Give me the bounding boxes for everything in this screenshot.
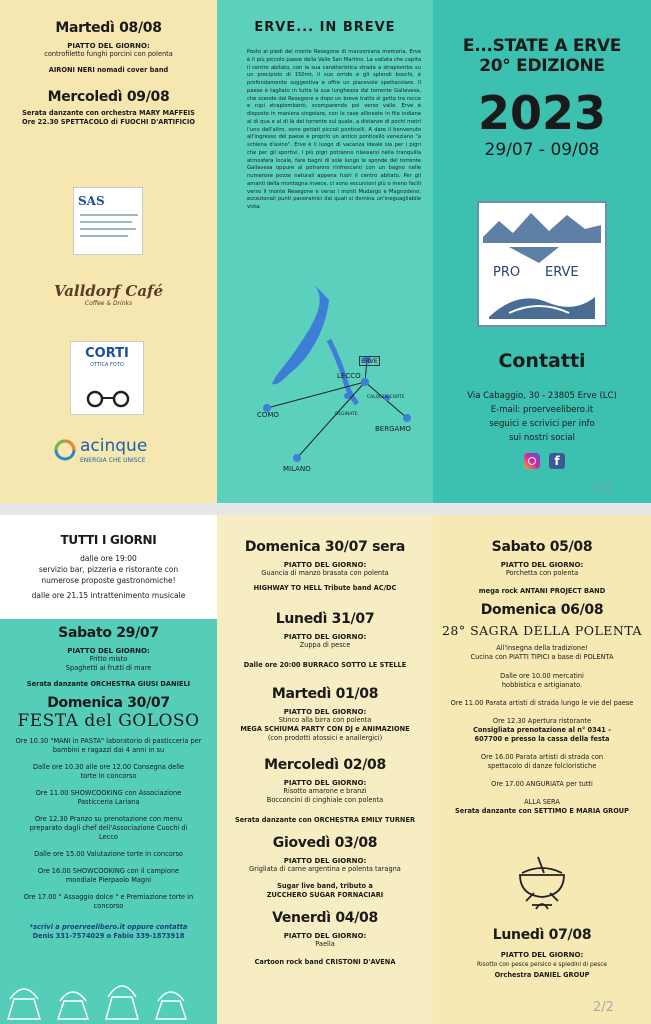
extra-text: Orchestra DANIEL GROUP [494, 971, 590, 979]
event-title: Mercoledì 02/08 [264, 757, 386, 773]
festa-item: Ore 11.00 SHOWCOOKING con Associazione Pasticceria Lariana [35, 789, 182, 806]
piatto-label: PIATTO DEL GIORNO: [67, 42, 150, 50]
piatto-text: controfiletto funghi porcini con polenta [44, 50, 173, 58]
event-line: Serata danzante con orchestra MARY MAFFEIS [22, 109, 195, 117]
piatto-text: Grigliata di carne argentina e polenta taragna [249, 865, 401, 873]
contact-note: Denis 331-7574029 o Fabio 339-1873918 [32, 932, 185, 940]
event-title: Domenica 06/08 [480, 602, 604, 618]
contatti-title: Contatti [498, 350, 586, 372]
text-line-decor [80, 221, 132, 223]
sagra-item: Serata danzante con SETTIMO E MARIA GROUP [454, 807, 629, 815]
map-label-lecco: LECCO [337, 372, 361, 380]
sagra-item: Ore 17.00 ANGURIATA per tutti [491, 780, 593, 788]
piatto-text: Stinco alla birra con polenta [278, 716, 372, 724]
sagra-item: Ore 11.00 Parata artisti di strada lungo le vie del paese [450, 699, 634, 707]
piatto-text: Risotto amarone e branzi [283, 787, 367, 795]
logo-pro-text: PRO [493, 265, 521, 280]
piatto-text: Fritto misto [89, 655, 128, 663]
sagra-item: Ore 12.30 Apertura ristorante [492, 717, 592, 725]
map-label-erve: ERVE [361, 357, 378, 365]
text-line-decor [80, 235, 128, 237]
sagra-item: Ore 16.00 Parata artisti di strada con spettacolo di danze folcloristiche [480, 753, 604, 770]
event-title: Domenica 30/07 [47, 695, 170, 711]
map-label-calolzio: CALOLZIOCORTE [367, 395, 405, 400]
band-text: AIRONI NERI nomadi cover band [48, 66, 169, 74]
extra-text: ZUCCHERO SUGAR FORNACIARI [266, 891, 384, 899]
page-number: 2/2 [593, 1000, 614, 1015]
page2-middle-panel [217, 515, 433, 1024]
event-title: Domenica 30/07 sera [244, 539, 406, 555]
sponsor-sas-logo [73, 187, 143, 255]
text-line-decor [80, 228, 136, 230]
sponsor-valldorf-sub: Coffee & Drinks [84, 300, 133, 307]
piatto-text: Porchetta con polenta [505, 569, 579, 577]
page2-left-panel [0, 515, 217, 1024]
cupcakes-illustration [0, 963, 217, 1024]
text-line-decor [80, 214, 138, 216]
event-title: Venerdì 04/08 [272, 910, 378, 926]
pro-erve-logo [477, 201, 607, 327]
page2-right-panel [433, 515, 651, 1024]
event-line: Ore 22.30 SPETTACOLO di FUOCHI D'ARTIFICIO [22, 118, 195, 126]
event-title: Lunedì 07/08 [492, 927, 592, 943]
festa-title: FESTA del GOLOSO [17, 711, 200, 731]
extra-text: Sugar live band, tributo a [277, 882, 373, 890]
page-number: 1/2 [593, 482, 614, 497]
event-title: Martedì 01/08 [271, 686, 379, 702]
map-label-olginate: OLGINATE [335, 412, 358, 417]
sagra-item: Dalle ore 10.00 mercatini hobbistica e artigianato. [500, 672, 584, 689]
map-label-como: COMO [257, 411, 279, 419]
map-label-bergamo: BERGAMO [375, 425, 411, 433]
piatto-text: Guancia di manzo brasata con polenta [261, 569, 389, 577]
tutti-box [0, 515, 217, 619]
sponsor-corti-name: CORTI [85, 346, 129, 361]
event-title: Martedì 08/08 [55, 20, 162, 36]
panel-title: ERVE... IN BREVE [254, 20, 396, 35]
sagra-item: Cucina con PIATTI TIPICI a base di POLENTA [470, 653, 614, 661]
festa-item: Dalle ore 10.30 alle ore 12.00 Consegna delle torte in concorso [32, 763, 184, 780]
festival-dates: 29/07 - 09/08 [484, 140, 600, 160]
sponsor-sas-name: SAS [78, 194, 105, 208]
piatto-text: Paella [315, 940, 335, 948]
sagra-item: ALLA SERA [524, 798, 560, 806]
facebook-icon[interactable]: f [549, 453, 565, 469]
map-image [217, 280, 433, 480]
social-text: seguici e scrivici per info [489, 419, 595, 429]
logo-erve-text: ERVE [545, 265, 579, 280]
sponsor-valldorf-logo [50, 282, 167, 307]
sagra-item: All'insegna della tradizione! [496, 644, 588, 652]
page1-left-panel [0, 0, 217, 503]
piatto-text: Zuppa di pesce [299, 641, 351, 649]
mountain-icon [479, 207, 605, 267]
page1-middle-panel [217, 0, 433, 503]
serata-text: Serata danzante ORCHESTRA GIUSI DANIELI [26, 680, 191, 688]
piatto-label: PIATTO DEL GIORNO: [67, 647, 150, 655]
festa-item: Ore 12.30 Pranzo su prenotazione con menu preparato dagli chef dell'Associazione Cuochi di Lecco [29, 815, 188, 841]
piatto-label: PIATTO DEL GIORNO: [283, 779, 367, 787]
instagram-icon[interactable] [524, 453, 540, 469]
contact-note: *scrivi a proerveelibero.it oppure contatta [29, 923, 188, 931]
tutti-line: servizio bar, pizzeria e ristorante con [38, 565, 179, 574]
extra-text: Serata danzante con ORCHESTRA EMILY TURNER [234, 816, 416, 824]
sponsor-valldorf-name: Valldorf Café [53, 282, 164, 300]
bridge-icon [479, 283, 605, 323]
page1-right-panel [433, 0, 651, 503]
festa-item: Ore 16.00 SHOWCOOKING con il campione mondiale Pierpaolo Magni [37, 867, 180, 884]
festival-edition: 20° EDIZIONE [479, 56, 605, 76]
polenta-pot-icon [512, 849, 572, 911]
event-title: Sabato 05/08 [491, 539, 593, 555]
event-title: Giovedì 03/08 [272, 835, 378, 851]
sponsor-acinque-sub: ENERGIA CHE UNISCE [80, 457, 146, 464]
tutti-line: numerose proposte gastronomiche! [41, 576, 176, 585]
event-title: Mercoledì 09/08 [47, 89, 170, 105]
email-text[interactable]: E-mail: proerveelibero.it [490, 405, 594, 415]
sagra-item: Consigliata prenotazione al n° 0341 - 607700 e presso la cassa della festa [473, 726, 611, 743]
piatto-label: PIATTO DEL GIORNO: [283, 857, 367, 865]
page-separator [0, 503, 651, 515]
extra-text: Cartoon rock band CRISTONI D'AVENA [254, 958, 396, 966]
acinque-icon [54, 439, 76, 461]
instagram-icon-lens [528, 457, 536, 465]
piatto-text: Spaghetti ai frutti di mare [65, 664, 152, 672]
band-text: HIGHWAY TO HELL Tribute band AC/DC [253, 584, 397, 592]
event-title: Sabato 29/07 [58, 625, 159, 641]
event-title: Lunedì 31/07 [275, 611, 375, 627]
piatto-label: PIATTO DEL GIORNO: [283, 932, 367, 940]
address-text: Via Cabaggio, 30 - 23805 Erve (LC) [467, 391, 617, 401]
festival-year: 2023 [477, 86, 607, 140]
piatto-label: PIATTO DEL GIORNO: [283, 633, 367, 641]
festa-item: Ore 10.30 "MANI in PASTA" laboratorio di pasticceria per bambini e ragazzi dai 4 anni in su [15, 737, 202, 754]
sponsor-corti-sub: OTTICA FOTO [90, 362, 124, 368]
sponsor-corti-logo [70, 341, 144, 415]
tutti-title: TUTTI I GIORNI [60, 533, 157, 547]
piatto-text: Bocconcini di cinghiale con polenta [266, 796, 384, 804]
extra-text: mega rock ANTANI PROJECT BAND [478, 587, 606, 595]
map-label-milano: MILANO [283, 465, 311, 473]
social-text: sui nostri social [508, 433, 576, 443]
piatto-label: PIATTO DEL GIORNO: [500, 561, 584, 569]
extra-text: (con prodotti atossici e anallergici) [267, 734, 383, 742]
extra-text: Dalle ore 20:00 BURRACO SOTTO LE STELLE [243, 661, 407, 669]
piatto-text: Risotto con pesce persico e spiedini di pesce [477, 962, 607, 968]
tutti-line: dalle ore 19:00 [80, 554, 137, 563]
piatto-label: PIATTO DEL GIORNO: [500, 951, 584, 959]
paragraph-erve: Posto ai piedi del monte Resegone di manzoniana memoria, Erve è il più piccolo paese della Valle San Martino. La vallata che capita il centro abitato, con la sua caratteristica strada a strapiombo su un precipizio di 150mt, il suo orrido e gli splendi boschi, è profondamente suggestiva e offre un piacevole spettacolare. Il paese è tagliato in tutta la sua lunghezza dal torrente Gallavesa, che scende dal Resegone e dopo un breve tratto si getta tra rocce e rupi strapiombanti, scomparendo poi verso valle. Erve è disposto in maniera singolare, con le case allineate in file indiane al di qua e al di là del torrente sul quale, a distanze di pochi metri l'uno dall'altro, sono gettati piccoli ponticelli. A dare il benvenuto all'ingresso del paese è proprio un antico ponticello veneziano "a schiena d'asino". Erve è il luogo di vacanza ideale sia per i pigri che per gli sportivi. I più pigri potranno rilassarsi nella tranquilla atmosfera locale, fare bagni di sole lungo le sponde del torrente Gallavesa oppure al potranno rinfrescarsi con un bagno nelle numerose pozze naturali appena fuori il centro abitato. Per gli amanti della montagna invece, ci sono escursioni più o meno facili verso il monte Resegone e verso i monti Mudargo e Magnodeno, eccezionali punti panoramici dai quali si domina un'ineguagliabile vista. [247, 49, 421, 210]
extra-text: MEGA SCHIUMA PARTY CON DJ e ANIMAZIONE [240, 725, 410, 733]
glasses-icon [81, 390, 135, 408]
piatto-label: PIATTO DEL GIORNO: [283, 561, 367, 569]
festival-title: E...STATE A ERVE [462, 36, 622, 56]
sponsor-acinque-logo [54, 436, 174, 468]
sagra-title: 28° SAGRA DELLA POLENTA [441, 623, 643, 638]
tutti-line: dalle ore 21.15 intrattenimento musicale [31, 591, 186, 600]
piatto-label: PIATTO DEL GIORNO: [283, 708, 367, 716]
sponsor-acinque-name: acinque [80, 436, 148, 456]
festa-item: Dalle ore 15.00 Valutazione torte in concorso [34, 850, 183, 858]
festa-item: Ore 17.00 " Assaggio dolce " e Premiazione torte in concorso [23, 893, 194, 910]
